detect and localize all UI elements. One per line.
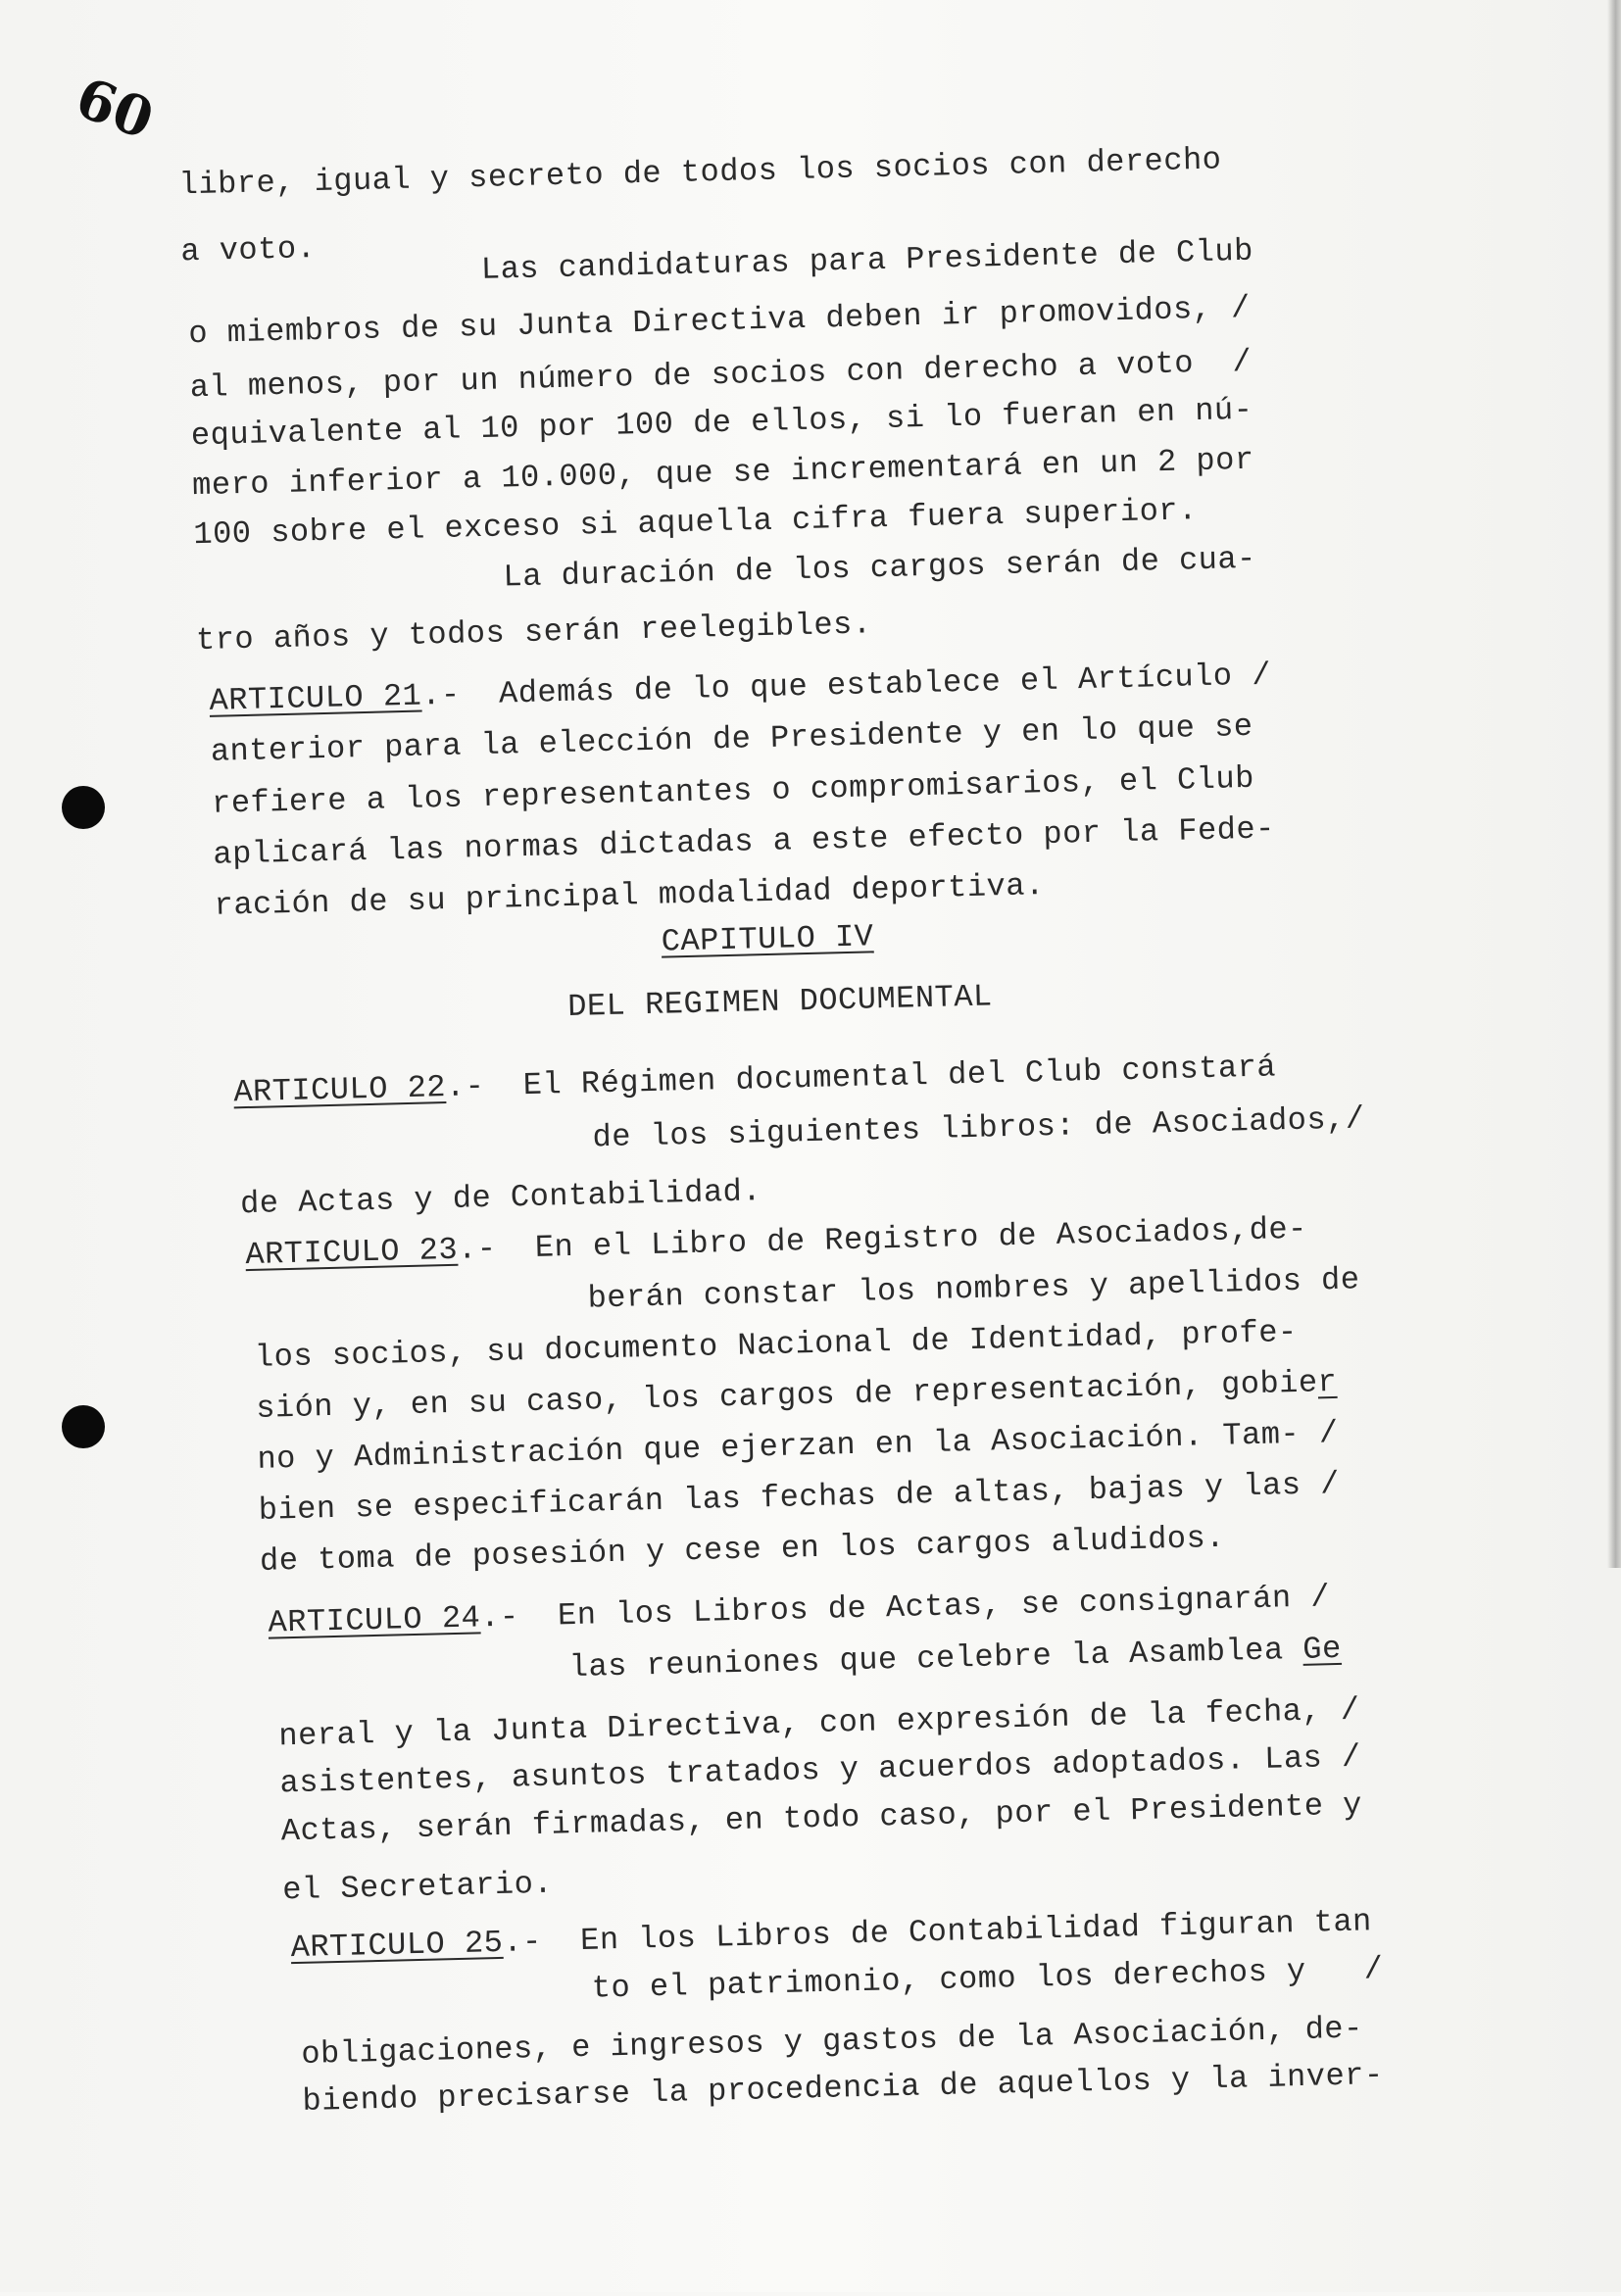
underlined-segment: ARTICULO 21 xyxy=(209,677,422,719)
text-line xyxy=(503,541,1256,596)
text-segment: to el patrimonio, como los derechos y / xyxy=(591,1950,1384,2007)
text-line xyxy=(568,1631,1342,1685)
text-segment: ración de su principal modalidad deportiva. xyxy=(214,867,1046,924)
text-line xyxy=(196,606,872,659)
article-heading-line xyxy=(209,657,1271,718)
text-segment: biendo precisarse la procedencia de aquellos y la inver- xyxy=(302,2056,1385,2120)
text-segment: no y Administración que ejerzan en la Asociación. Tam- / xyxy=(257,1414,1340,1478)
text-segment: a voto. xyxy=(179,230,317,270)
underlined-segment: ARTICULO 22 xyxy=(232,1069,447,1111)
text-segment: Las candidaturas para Presidente de Club xyxy=(480,232,1254,288)
text-segment: berán constar los nombres y apellidos de xyxy=(587,1261,1360,1317)
text-segment: refiere a los representantes o compromisarios, el Club xyxy=(211,759,1255,822)
text-segment: de Actas y de Contabilidad. xyxy=(239,1173,762,1223)
text-segment: sión y, en su caso, los cargos de representación, gobie xyxy=(255,1364,1319,1427)
article-heading-line xyxy=(268,1579,1330,1640)
text-line xyxy=(591,1951,1383,2007)
article-heading-line xyxy=(245,1211,1307,1273)
text-segment: .- El Régimen documental del Club constará xyxy=(445,1049,1277,1106)
article-heading-line xyxy=(233,1049,1277,1110)
text-segment: de los siguientes libros: de Asociados,/ xyxy=(592,1100,1365,1156)
text-line xyxy=(178,141,1222,203)
underlined-segment: ARTICULO 23 xyxy=(244,1231,459,1274)
text-segment: Actas, serán firmadas, en todo caso, por el Presidente y xyxy=(280,1786,1363,1850)
handwritten-page-mark: 60 xyxy=(68,65,162,153)
text-segment: las reuniones que celebre la Asamblea xyxy=(568,1631,1303,1686)
text-line xyxy=(257,1415,1339,1478)
text-line xyxy=(587,1261,1360,1316)
underlined-segment: ARTICULO 24 xyxy=(268,1599,481,1641)
text-line xyxy=(567,978,993,1025)
text-segment: de toma de posesión y cese en los cargos aludidos. xyxy=(259,1519,1226,1580)
text-line xyxy=(256,1364,1338,1427)
underlined-segment: ARTICULO 25 xyxy=(290,1924,504,1967)
text-line xyxy=(180,230,317,269)
text-segment: .- En los Libros de Contabilidad figuran tan xyxy=(502,1903,1373,1961)
chapter-heading xyxy=(661,918,874,959)
text-line xyxy=(212,760,1255,822)
text-segment: el Secretario. xyxy=(281,1865,554,1909)
text-segment: o miembros de su Junta Directiva deben ir promovidos, / xyxy=(187,289,1252,353)
underlined-segment: r xyxy=(1317,1363,1338,1401)
text-segment: equivalente al 10 por 100 de ellos, si lo fueran en nú- xyxy=(190,391,1253,455)
text-segment: tro años y todos serán reelegibles. xyxy=(195,606,872,659)
text-line xyxy=(210,708,1253,770)
text-segment: libre, igual y secreto de todos los socios con derecho xyxy=(178,141,1222,204)
text-line xyxy=(214,867,1045,924)
text-segment: neral y la Junta Directiva, con expresión de la fecha, / xyxy=(277,1691,1360,1755)
text-line xyxy=(258,1466,1340,1529)
text-line xyxy=(193,492,1198,553)
text-line xyxy=(255,1314,1299,1376)
text-segment: al menos, por un número de socios con derecho a voto / xyxy=(189,343,1253,407)
text-segment: 100 sobre el exceso si aquella cifra fuera superior. xyxy=(192,492,1199,554)
underlined-segment: Ge xyxy=(1302,1630,1343,1668)
text-segment: obligaciones, e ingresos y gastos de la Asociación, de- xyxy=(300,2010,1364,2073)
text-segment: DEL REGIMEN DOCUMENTAL xyxy=(566,978,994,1025)
text-line xyxy=(188,290,1251,352)
text-segment: asistentes, asuntos tratados y acuerdos adoptados. Las / xyxy=(279,1738,1362,1802)
underlined-segment: CAPITULO IV xyxy=(661,918,874,960)
text-segment: mero inferior a 10.000, que se incrementará en un 2 por xyxy=(191,441,1255,505)
text-segment: .- En el Libro de Registro de Asociados,de- xyxy=(457,1210,1308,1268)
text-segment: .- Además de lo que establece el Artículo / xyxy=(420,657,1272,714)
text-line xyxy=(480,233,1253,288)
text-segment: bien se especificarán las fechas de altas, bajas y las / xyxy=(258,1465,1341,1529)
text-line xyxy=(260,1520,1226,1580)
text-line xyxy=(213,810,1275,872)
text-line xyxy=(240,1173,762,1222)
text-line xyxy=(592,1100,1365,1155)
text-line xyxy=(282,1866,554,1909)
text-segment: aplicará las normas dictadas a este efecto por la Fede- xyxy=(212,810,1276,873)
text-segment: los socios, su documento Nacional de Identidad, profe- xyxy=(254,1313,1299,1376)
text-segment: .- En los Libros de Actas, se consignarán / xyxy=(479,1579,1331,1637)
text-segment: anterior para la elección de Presidente y en lo que se xyxy=(210,708,1253,770)
text-segment: La duración de los cargos serán de cua- xyxy=(503,540,1257,596)
